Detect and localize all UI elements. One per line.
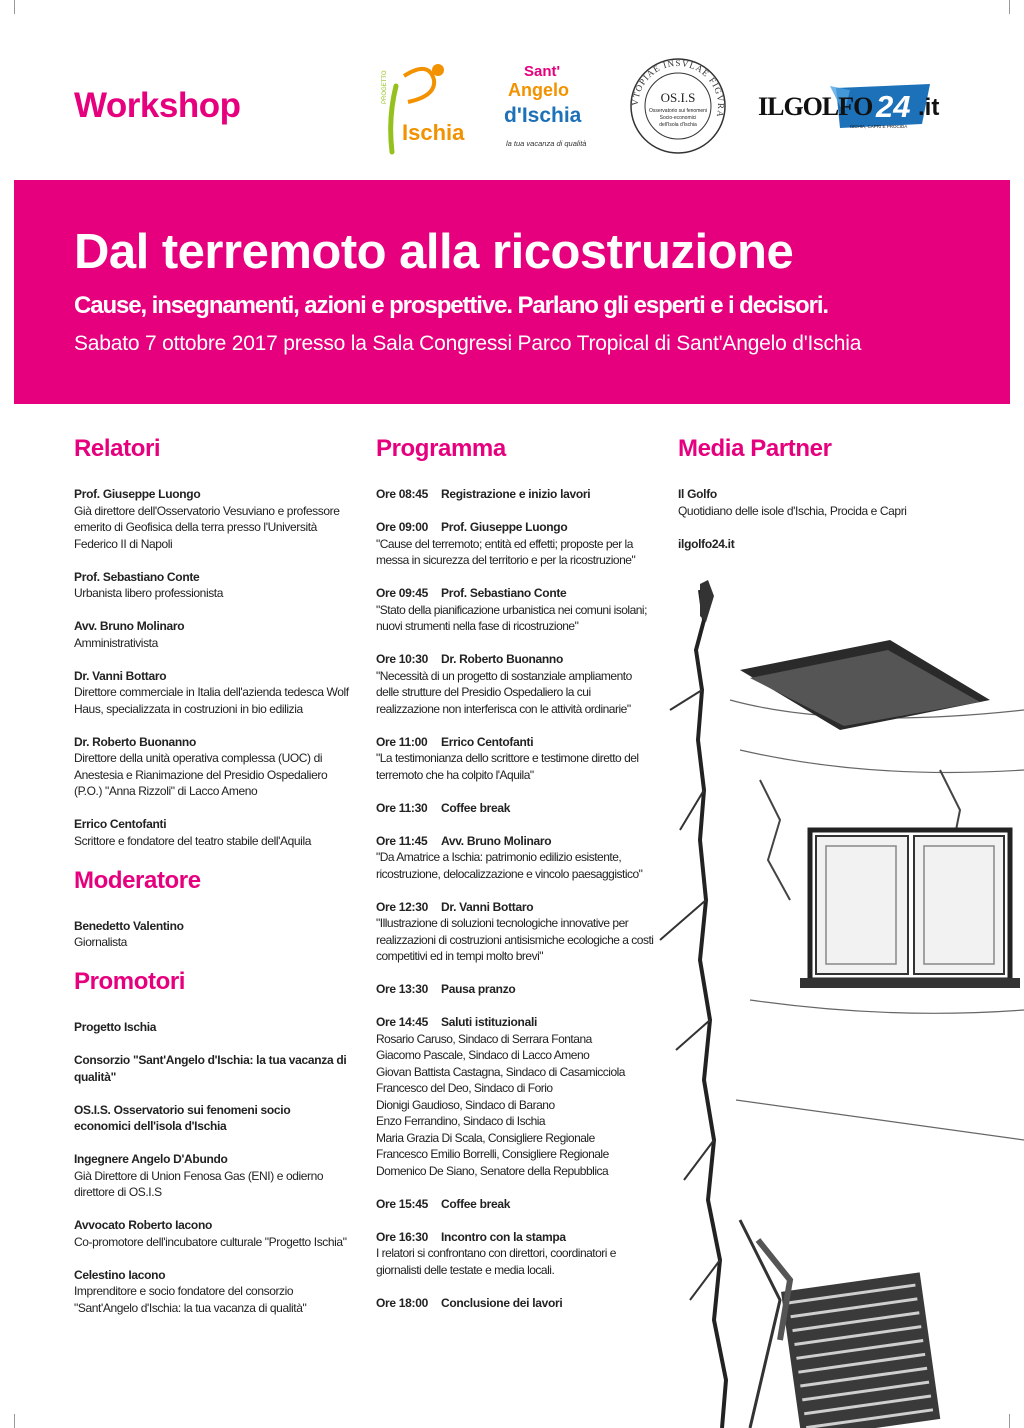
speaker-role: Già direttore dell'Osservatorio Vesuviano e professore emerito di Geofisica della terra presso l'Università Federico II di Napoli	[74, 503, 340, 551]
schedule-title: Incontro con la stampa	[441, 1229, 566, 1244]
schedule-time: Ore 09:00	[376, 520, 429, 534]
schedule-description: "Stato della pianificazione urbanistica nei comuni isolani; nuovi strumenti nella fase di ricostruzione"	[376, 602, 647, 633]
greeting-line: Dionigi Gaudioso, Sindaco di Barano	[376, 1097, 555, 1112]
list-item	[74, 1267, 349, 1317]
event-date-location: Sabato 7 ottobre 2017 presso la Sala Congressi Parco Tropical di Sant'Angelo d'Ischia	[74, 332, 862, 355]
media-partner-heading: Media Partner	[678, 435, 832, 462]
event-title: Dal terremoto alla ricostruzione	[74, 225, 794, 279]
svg-text:VTOPIAE INSVLAE FIGVRA: VTOPIAE INSVLAE FIGVRA	[629, 57, 727, 119]
schedule-time: Ore 08:45	[376, 487, 429, 501]
svg-text:la tua vacanza di qualità: la tua vacanza di qualità	[506, 139, 587, 148]
list-item	[74, 486, 349, 552]
programma-heading: Programma	[376, 435, 506, 462]
greeting-line: Rosario Caruso, Sindaco di Serrara Fontana	[376, 1031, 592, 1046]
greeting-line: Domenico De Siano, Senatore della Repubblica	[376, 1163, 609, 1178]
svg-text:.it: .it	[918, 94, 940, 121]
svg-text:ILGOLFO: ILGOLFO	[758, 92, 873, 121]
promoter-name: Ingegnere Angelo D'Abundo	[74, 1152, 228, 1166]
svg-text:Ischia: Ischia	[402, 120, 465, 145]
promoter-name: Avvocato Roberto Iacono	[74, 1218, 213, 1232]
media-partner-info	[678, 486, 938, 519]
list-item	[74, 668, 349, 718]
speaker-role: Direttore della unità operativa complessa (UOC) di Anestesia e Rianimazione del Presidio Ospedaliero (P.O.) "Anna Rizzoli" di Lacco Ameno	[74, 751, 328, 798]
schedule-description: "La testimonianza dello scrittore e testimone diretto del terremoto che ha colpito l'Aquila"	[376, 751, 639, 782]
schedule-title: Prof. Sebastiano Conte	[441, 586, 567, 600]
media-partner-desc: Quotidiano delle isole d'Ischia, Procida e Capri	[678, 503, 907, 518]
schedule-title: Registrazione e inizio lavori	[441, 487, 591, 501]
title-banner	[14, 180, 1010, 404]
schedule-title: Coffee break	[441, 1196, 511, 1211]
list-item	[74, 1052, 349, 1085]
schedule-time: Ore 18:00	[376, 1295, 429, 1310]
list-item	[74, 918, 349, 951]
list-item	[376, 519, 654, 569]
speaker-name: Dr. Roberto Buonanno	[74, 734, 196, 749]
crop-mark	[1009, 0, 1010, 14]
promoter-role: Co-promotore dell'incubatore culturale "Progetto Ischia"	[74, 1234, 347, 1249]
list-item	[376, 651, 654, 717]
schedule-title: Dr. Roberto Buonanno	[441, 652, 563, 666]
speaker-name: Prof. Giuseppe Luongo	[74, 487, 201, 501]
svg-text:OS.I.S: OS.I.S	[660, 90, 696, 105]
schedule-title: Pausa pranzo	[441, 982, 516, 996]
greeting-line: Maria Grazia Di Scala, Consigliere Regionale	[376, 1130, 595, 1145]
svg-text:Sant': Sant'	[524, 63, 561, 80]
schedule-title: Avv. Bruno Molinaro	[441, 833, 552, 848]
schedule-time: Ore 15:45	[376, 1196, 429, 1211]
svg-text:ISCHIA, CAPRI E PROCIDA: ISCHIA, CAPRI E PROCIDA	[850, 124, 908, 129]
greeting-line: Giacomo Pascale, Sindaco di Lacco Ameno	[376, 1048, 590, 1062]
cracked-wall-window-illustration	[640, 580, 1024, 1428]
osis-logo	[628, 56, 728, 156]
greeting-line: Enzo Ferrandino, Sindaco di Ischia	[376, 1114, 546, 1128]
promoter-name: OS.I.S. Osservatorio sui fenomeni socio economici dell'isola d'Ischia	[74, 1102, 291, 1133]
svg-text:d'Ischia: d'Ischia	[504, 104, 582, 127]
schedule-title: Coffee break	[441, 800, 511, 815]
speakers-column	[74, 434, 349, 1333]
svg-text:Angelo: Angelo	[508, 80, 569, 100]
workshop-label: Workshop	[74, 86, 241, 125]
list-item	[376, 585, 654, 635]
crop-mark	[14, 1414, 15, 1428]
schedule-title: Errico Centofanti	[441, 734, 534, 749]
speaker-role: Amministrativista	[74, 635, 158, 650]
svg-text:Osservatorio sui fenomeni: Osservatorio sui fenomeni	[648, 108, 708, 114]
progetto-ischia-logo	[374, 58, 474, 158]
promoter-role: Imprenditore e socio fondatore del consorzio "Sant'Angelo d'Ischia: la tua vacanza di qualità"	[74, 1284, 307, 1315]
svg-text:24: 24	[876, 89, 911, 124]
media-partner-column	[678, 434, 938, 552]
schedule-time: Ore 11:30	[376, 800, 428, 815]
svg-text:PROGETTO: PROGETTO	[382, 70, 388, 104]
speaker-name: Errico Centofanti	[74, 817, 167, 831]
list-item	[74, 569, 349, 602]
schedule-time: Ore 11:45	[376, 833, 428, 848]
svg-text:dell'Isola d'Ischia: dell'Isola d'Ischia	[659, 122, 697, 128]
schedule-title: Saluti istituzionali	[441, 1015, 538, 1029]
schedule-description: "Cause del terremoto; entità ed effetti; proposte per la messa in sicurezza del territorio e per la ricostruzione"	[376, 536, 636, 567]
schedule-title: Conclusione dei lavori	[441, 1295, 563, 1310]
svg-text:Socio-economici: Socio-economici	[659, 115, 697, 121]
list-item	[376, 486, 654, 503]
programma-list	[376, 486, 654, 1311]
list-item	[74, 1019, 349, 1036]
schedule-time: Ore 14:45	[376, 1015, 429, 1029]
speaker-name: Avv. Bruno Molinaro	[74, 619, 185, 633]
promotori-heading: Promotori	[74, 968, 186, 995]
promoter-name: Progetto Ischia	[74, 1020, 157, 1034]
relatori-heading: Relatori	[74, 435, 161, 462]
promoter-name: Consorzio "Sant'Angelo d'Ischia: la tua vacanza di qualità"	[74, 1053, 347, 1084]
schedule-description: "Illustrazione di soluzioni tecnologiche innovative per realizzazioni di costruzioni antisismiche ecologiche a costi competitivi ed in tempi molto brevi"	[376, 916, 654, 963]
greeting-line: Francesco del Deo, Sindaco di Forio	[376, 1081, 553, 1095]
moderator-role: Giornalista	[74, 935, 127, 949]
speaker-name: Dr. Vanni Bottaro	[74, 668, 167, 683]
schedule-title: Prof. Giuseppe Luongo	[441, 520, 568, 534]
list-item	[376, 1014, 654, 1179]
greeting-line: Francesco Emilio Borrelli, Consigliere Regionale	[376, 1147, 609, 1161]
list-item	[376, 1196, 654, 1213]
schedule-description: I relatori si confrontano con direttori, coordinatori e giornalisti delle testate e media locali.	[376, 1246, 616, 1277]
schedule-time: Ore 09:45	[376, 586, 429, 600]
schedule-time: Ore 10:30	[376, 652, 429, 666]
list-item	[74, 816, 349, 849]
list-item	[376, 1229, 654, 1279]
schedule-description: "Da Amatrice a Ischia: patrimonio edilizio esistente, ricostruzione, delocalizzazione e vincolo paesaggistico"	[376, 850, 643, 881]
promotori-list	[74, 1019, 349, 1316]
ilgolfo24-logo	[758, 84, 953, 134]
schedule-description: "Necessità di un progetto di sostanziale ampliamento delle strutture del Presidio Ospedaliero la cui realizzazione non interferisca con le attività ordinarie"	[376, 668, 632, 716]
greeting-line: Giovan Battista Castagna, Sindaco di Casamicciola	[376, 1064, 625, 1079]
speaker-role: Direttore commerciale in Italia dell'azienda tedesca Wolf Haus, specializzata in costruzioni in bio edilizia	[74, 685, 349, 716]
promoter-role: Già Direttore di Union Fenosa Gas (ENI) e odierno direttore di OS.I.S	[74, 1168, 324, 1199]
programma-column	[376, 434, 654, 1328]
promoter-name: Celestino Iacono	[74, 1267, 166, 1282]
list-item	[74, 1102, 349, 1135]
santangelo-logo	[502, 58, 594, 152]
schedule-title: Dr. Vanni Bottaro	[441, 899, 534, 914]
list-item	[376, 734, 654, 784]
schedule-time: Ore 16:30	[376, 1229, 429, 1244]
list-item	[376, 833, 654, 883]
list-item	[74, 618, 349, 651]
media-partner-name: Il Golfo	[678, 487, 717, 501]
speaker-name: Prof. Sebastiano Conte	[74, 569, 200, 584]
moderatore-heading: Moderatore	[74, 866, 201, 894]
speaker-role: Scrittore e fondatore del teatro stabile dell'Aquila	[74, 833, 311, 848]
schedule-time: Ore 11:00	[376, 734, 428, 749]
schedule-time: Ore 12:30	[376, 899, 429, 914]
list-item	[376, 1295, 654, 1312]
list-item	[74, 1151, 349, 1201]
list-item	[376, 981, 654, 998]
relatori-list	[74, 486, 349, 849]
list-item	[376, 800, 654, 817]
speaker-role: Urbanista libero professionista	[74, 586, 224, 600]
media-partner-site-link[interactable]: ilgolfo24.it	[678, 536, 735, 551]
list-item	[74, 734, 349, 800]
event-subtitle: Cause, insegnamenti, azioni e prospettive. Parlano gli esperti e i decisori.	[74, 292, 828, 319]
list-item	[376, 899, 654, 965]
crop-mark	[14, 0, 15, 14]
moderator-name: Benedetto Valentino	[74, 918, 184, 933]
list-item	[74, 1217, 349, 1250]
schedule-time: Ore 13:30	[376, 982, 429, 996]
